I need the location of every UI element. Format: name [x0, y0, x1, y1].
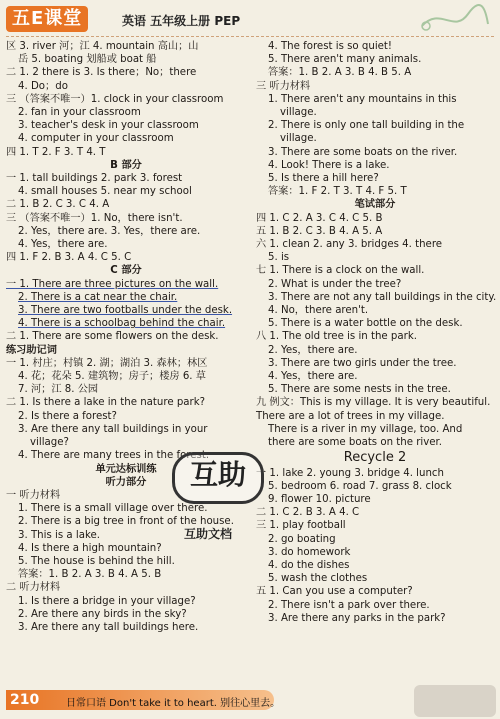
right-column-line: 九 例文：This is my village. It is very beautiful. There are a lot of trees in my village.: [256, 397, 491, 422]
right-column-line: Recycle 2: [343, 450, 407, 466]
watermark-label: 互助文档: [184, 527, 233, 541]
left-column-line: 2. Is there a forest?: [18, 410, 117, 422]
left-column-line: 3. There are two footballs under the desk.: [18, 305, 233, 317]
left-column-line: 2. Yes，there are. 3. Yes，there are.: [18, 225, 201, 237]
header: [0, 0, 500, 40]
left-column-line: 一 1. 村庄；村镇 2. 湖；湖泊 3. 森林；林区: [6, 357, 208, 369]
left-column-line: 区 3. river 河；江 4. mountain 高山；山: [6, 41, 199, 52]
right-column-line: village.: [280, 107, 317, 119]
right-column-line: There is a river in my village, too. And: [268, 423, 463, 435]
left-column-line: 单元达标训练: [95, 463, 157, 475]
brand-logo: 五E课堂: [6, 6, 88, 32]
right-column-line: 答案：1. B 2. A 3. B 4. B 5. A: [268, 67, 412, 79]
left-column-line: 4. Do；do: [18, 80, 68, 92]
left-column-line: 二 1. Is there a lake in the nature park?: [6, 397, 206, 409]
right-column-line: there are some boats on the river.: [268, 437, 443, 449]
left-column-line: 3. Are there any tall buildings here.: [18, 621, 199, 633]
left-column-line: 1. There is a small village over there.: [18, 503, 208, 515]
right-column-line: 2. What is under the tree?: [268, 278, 402, 290]
right-column-line: village.: [280, 133, 317, 145]
right-column-line: 五 1. Can you use a computer?: [256, 586, 413, 598]
right-column-line: 三 听力材料: [256, 80, 311, 92]
left-column-line: 3. teacher's desk in your classroom: [18, 120, 199, 132]
right-column-line: 5. There is a water bottle on the desk.: [268, 318, 463, 330]
right-column-line: 4. Look! There is a lake.: [268, 159, 390, 171]
left-column-line: 一 1. tall buildings 2. park 3. forest: [6, 173, 183, 185]
left-column-line: 答案：1. B 2. A 3. B 4. A 5. B: [18, 569, 162, 581]
left-column-line: 4. small houses 5. near my school: [18, 186, 192, 198]
right-column-line: 2. There isn't a park over there.: [268, 599, 430, 611]
left-column-line: 四 1. T 2. F 3. T 4. T: [6, 146, 106, 158]
left-column-line: 二 听力材料: [6, 582, 61, 594]
right-column-line: 2. go boating: [268, 533, 336, 545]
right-column-line: 4. The forest is so quiet!: [268, 41, 392, 52]
left-column-line: 4. There is a schoolbag behind the chair.: [18, 318, 226, 330]
footer-text: 日常口语 Don't take it to heart. 别往心里去。: [66, 698, 281, 709]
left-column-line: 四 1. F 2. B 3. A 4. C 5. C: [6, 252, 132, 264]
book-title: 英语 五年级上册 PEP: [122, 14, 241, 28]
watermark-logo: 互助: [172, 452, 264, 504]
header-divider: [6, 36, 494, 37]
left-column-line: village?: [30, 437, 69, 449]
corner-watermark-logo: [414, 685, 496, 717]
left-column-line: 2. There is a big tree in front of the house.: [18, 516, 234, 528]
right-column-line: 4. do the dishes: [268, 559, 350, 571]
left-column-line: 3. This is a lake.: [18, 529, 100, 541]
left-column-line: 5. The house is behind the hill.: [18, 555, 175, 567]
left-column-line: 二 1. 2 there is 3. Is there；No；there: [6, 67, 197, 79]
right-column-line: 1. There aren't any mountains in this: [268, 93, 457, 105]
right-column-line: 五 1. B 2. C 3. B 4. A 5. A: [256, 225, 383, 237]
right-column-line: 5. bedroom 6. road 7. grass 8. clock: [268, 480, 452, 492]
right-column-line: 3. There are two girls under the tree.: [268, 357, 457, 369]
left-column-line: 7. 河；江 8. 公园: [18, 384, 99, 396]
left-column-line: 一 听力材料: [6, 489, 61, 501]
left-column-line: 三 （答案不唯一）1. No，there isn't.: [6, 212, 183, 224]
left-column-line: 二 1. B 2. C 3. C 4. A: [6, 199, 110, 211]
right-column-line: 5. There are some nests in the tree.: [268, 384, 451, 396]
left-column-line: 二 1. There are some flowers on the desk.: [6, 331, 219, 343]
left-column-line: 4. There are many trees in the forest.: [18, 450, 210, 462]
right-column-line: 5. is: [268, 252, 290, 264]
right-column-line: 笔试部分: [354, 199, 396, 211]
left-column-line: 4. computer in your classroom: [18, 133, 174, 145]
right-column-line: 七 1. There is a clock on the wall.: [256, 265, 425, 277]
left-column-line: 1. Is there a bridge in your village?: [18, 595, 196, 607]
decorative-swirl-icon: [420, 4, 490, 34]
right-column-line: 二 1. C 2. B 3. A 4. C: [256, 507, 360, 519]
left-column-line: 2. Are there any birds in the sky?: [18, 608, 187, 620]
right-column-line: 9. flower 10. picture: [268, 493, 371, 505]
right-column-line: 3. do homework: [268, 546, 351, 558]
right-column-line: 一 1. lake 2. young 3. bridge 4. lunch: [256, 467, 444, 479]
right-column-line: 3. Are there any parks in the park?: [268, 612, 446, 624]
left-column: [6, 40, 246, 634]
right-column-line: 5. wash the clothes: [268, 573, 368, 585]
right-column: [256, 40, 497, 625]
right-column-line: 三 1. play football: [256, 520, 346, 532]
left-column-line: B 部分: [110, 159, 142, 171]
left-column-line: C 部分: [110, 265, 142, 277]
left-column-line: 2. There is a cat near the chair.: [18, 291, 178, 303]
left-column-line: 三 （答案不唯一）1. clock in your classroom: [6, 93, 224, 105]
right-column-line: 六 1. clean 2. any 3. bridges 4. there: [256, 239, 443, 251]
right-column-line: 4. Yes，there are.: [268, 371, 358, 383]
right-column-line: 5. There aren't many animals.: [268, 54, 422, 66]
right-column-line: 4. No，there aren't.: [268, 305, 369, 317]
left-column-line: 练习助记词: [6, 344, 57, 356]
left-column-line: 4. Yes，there are.: [18, 239, 108, 251]
left-column-line: 岳 5. boating 划船或 boat 船: [18, 54, 157, 66]
right-column-line: 答案：1. F 2. T 3. T 4. F 5. T: [268, 186, 407, 198]
right-column-line: 四 1. C 2. A 3. C 4. C 5. B: [256, 212, 383, 224]
right-column-line: 5. Is there a hill here?: [268, 173, 379, 185]
left-column-line: 4. Is there a high mountain?: [18, 542, 162, 554]
right-column-line: 2. Yes，there are.: [268, 344, 358, 356]
right-column-line: 3. There are not any tall buildings in the city.: [268, 291, 497, 303]
page-number: 210: [10, 692, 40, 708]
right-column-line: 2. There is only one tall building in the: [268, 120, 465, 132]
footer: [0, 684, 500, 719]
left-column-line: 一 1. There are three pictures on the wall.: [6, 278, 219, 290]
left-column-line: 4. 花；花朵 5. 建筑物；房子；楼房 6. 草: [18, 371, 206, 383]
right-column-line: 3. There are some boats on the river.: [268, 146, 458, 158]
left-column-line: 3. Are there any tall buildings in your: [18, 423, 208, 435]
right-column-line: 八 1. The old tree is in the park.: [256, 331, 417, 343]
left-column-line: 听力部分: [105, 476, 147, 488]
left-column-line: 2. fan in your classroom: [18, 107, 141, 119]
